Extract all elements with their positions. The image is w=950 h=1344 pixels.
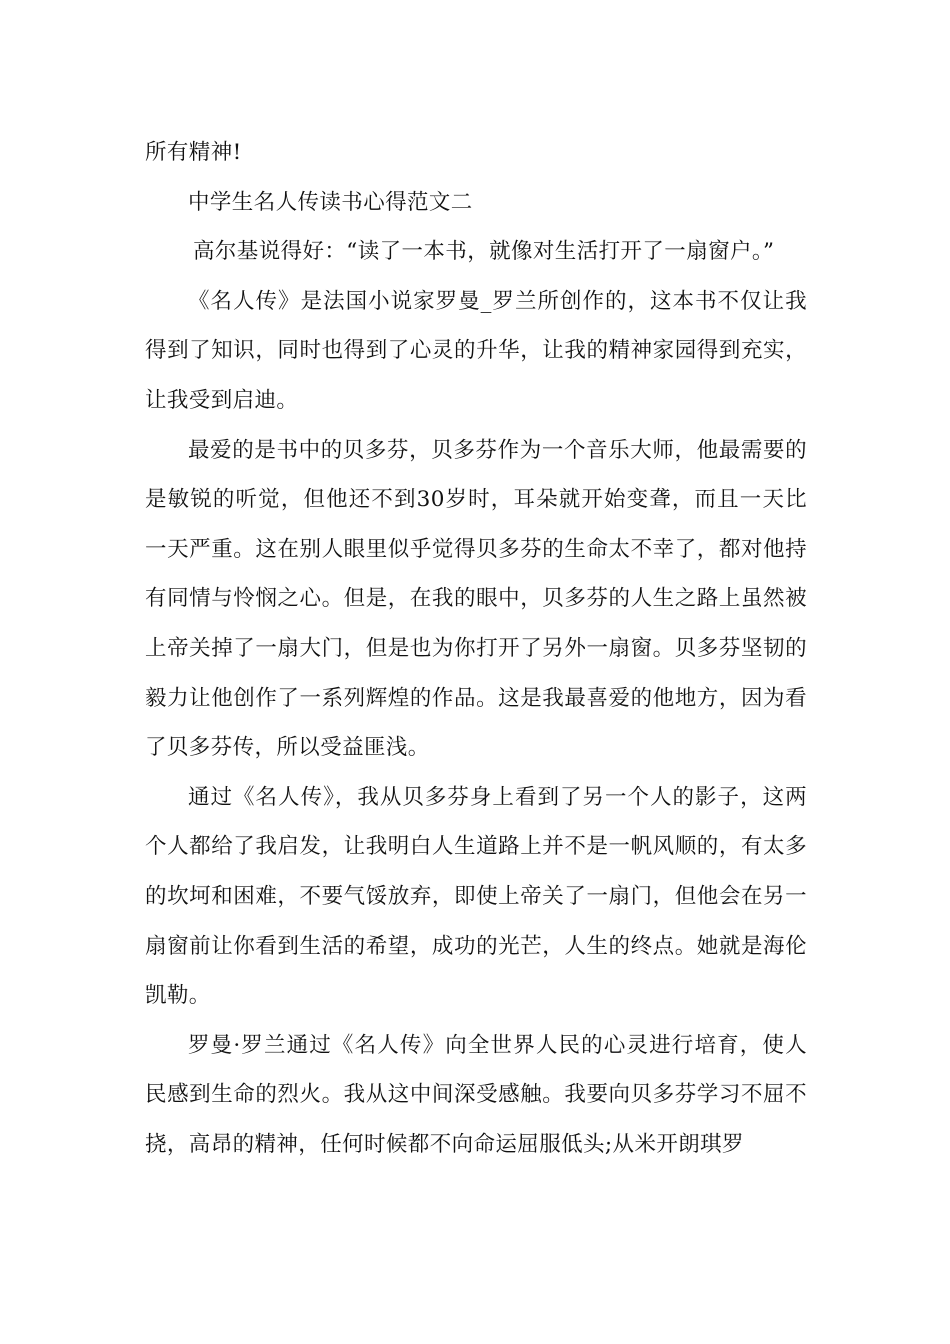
paragraph-continuation: 所有精神! bbox=[145, 140, 242, 165]
paragraph-romain-rolland: 罗曼·罗兰通过《名人传》向全世界人民的心灵进行培育，使人民感到生命的烈火。我从这中间深受感触。我要向贝多芬学习不屈不挠，高昂的精神，任何时候都不向命运屈服低头;从米开朗琪罗 bbox=[145, 1032, 807, 1157]
paragraph-intro: 《名人传》是法国小说家罗曼_罗兰所创作的，这本书不仅让我得到了知识，同时也得到了心灵的升华，让我的精神家园得到充实，让我受到启迪。 bbox=[145, 288, 807, 413]
section-heading: 中学生名人传读书心得范文二 bbox=[188, 189, 473, 215]
paragraph-gorky-quote: 高尔基说得好：“读了一本书，就像对生活打开了一扇窗户。” bbox=[193, 239, 775, 265]
document-body bbox=[145, 128, 807, 1169]
paragraph-beethoven: 最爱的是书中的贝多芬，贝多芬作为一个音乐大师，他最需要的是敏锐的听觉，但他还不到30岁时，耳朵就开始变聋，而且一天比一天严重。这在别人眼里似乎觉得贝多芬的生命太不幸了，都对他持有同情与怜悯之心。但是，在我的眼中，贝多芬的人生之路上虽然被上帝关掉了一扇大门，但是也为你打开了另外一扇窗。贝多芬坚韧的毅力让他创作了一系列辉煌的作品。这是我最喜爱的他地方，因为看了贝多芬传，所以受益匪浅。 bbox=[145, 437, 807, 761]
paragraph-helen-keller: 通过《名人传》，我从贝多芬身上看到了另一个人的影子，这两个人都给了我启发，让我明白人生道路上并不是一帆风顺的，有太多的坎坷和困难，不要气馁放弃，即使上帝关了一扇门，但他会在另一扇窗前让你看到生活的希望，成功的光芒，人生的终点。她就是海伦凯勒。 bbox=[145, 784, 807, 1009]
